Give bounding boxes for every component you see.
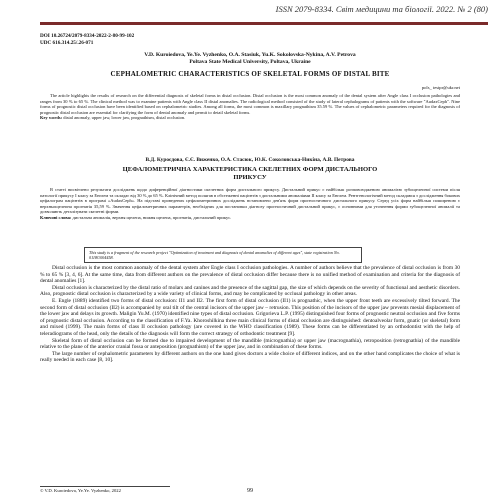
authors-en: V.D. Kuroiedova, Ye.Ye. Vyzhenko, O.A. Stasiuk, Yu.K. Sokolovska-Nykina, A.V. Petrova — [144, 52, 356, 58]
keywords-ua: дистальна аномалія, верхня щелепа, нижня щелепа, прогнатія, дистальний прикус. — [71, 214, 232, 220]
body-paragraph: The large number of cephalometric parameters by different authors on the one hand gives doctors a wide choice of different indices, and on the other hand complicates the choice of what is really needed in each case [8, 10]. — [40, 350, 460, 364]
abstract-en-text: The article highlights the results of research on the differential diagnosis of skeletal forms in distal occlusion. Distal occlusion is the most common anomaly of the dental system after Angle class I occlusion pathologies and ranges from 30 % to 65 %. The clinical method was to examine patients with Angle class II distal anomalies. The radiological method consisted of the study of lateral cephalograms of patients with the software "AudaxCeph". Nine forms of prognostic distal occlusion have been identified based on cephalometric studies. Among all forms, the most common is maxillary prognathism 35.59 %. The values of cephalometric parameters required for the diagnosis of prognostic distal occlusion are essential for clarifying the form of dental anomaly and permit to detail skeletal forms. — [40, 93, 460, 115]
affiliation-en: Poltava State Medical University, Poltava, Ukraine — [189, 59, 311, 65]
udc: UDC 616.314.25/.26-071 — [40, 40, 94, 46]
title-en: CEPHALOMETRIC CHARACTERISTICS OF SKELETAL FORMS OF DISTAL BITE — [110, 70, 390, 78]
keywords-en-label: Key words: — [40, 115, 63, 121]
body-paragraph: Skeletal form of distal occlusion can be formed due to impaired development of the mandible (micrognathia) or upper jaw (macrognathia), retroposition (retrognathia) of the mandible relative to the plane of the anterior cranial fossa or anteposition (prognathism) of the upper jaw, and in combination of these forms. — [40, 337, 460, 351]
copyright: © V.D. Kuroiedova, Ye.Ye. Vyzhenko, 2022 — [40, 488, 121, 493]
research-note-box: This study is a fragment of the research project "Optimization of treatment and diagnosis of dental anomalies of different ages", state registration No. 0118U004458. — [84, 247, 362, 263]
title-ua: ЦЕФАЛОМЕТРИЧНА ХАРАКТЕРИСТИКА СКЕЛЕТНИХ ФОРМ ДИСТАЛЬНОГО ПРИКУСУ — [122, 166, 378, 181]
email: pols_ testpr@ukr.net — [421, 85, 460, 90]
article-body — [40, 265, 460, 364]
doi: DOI 10.26724/2079-8334-2022-2-80-99-102 — [40, 33, 135, 39]
authors-ua: В.Д. Куроєдова, Є.Є. Виженко, О.А. Стасюк, Ю.К. Соколовська-Никіна, А.В. Петрова — [145, 157, 355, 163]
body-paragraph: E. Engle (1889) identified two forms of distal occlusion: II1 and II2. The first form of distal occlusion (II1) is prognathic, when the upper front teeth are excessively tilted forward. The second form of distal occlusion (II2) is accompanied by oral tilt of the central incisors of the upper jaw – retrusion. This position of the incisors of the upper jaw prevents mesial displacement of the lower jaw and delays its growth. Maligin Yu.M. (1970) identified nine types of distal occlusion. Grigorieva L.P. (1995) distinguished four forms of prognostic neutral occlusion and five forms of prognostic distal occlusion. According to the classification of F.Ya. Khoroshilkina three main clinical forms of distal occlusion are distinguished: dentoalveolar form, gnatic (or skeletal) form and mixed (1999). The main forms of class II occlusion pathology (are covered in the WHO classification (1989). These forms can be differentiated by an orthodontist with the help of teleradiograms of the head, only the details of the diagnosis will form the correct strategy of orthodontic treatment [9]. — [40, 297, 460, 337]
body-paragraph: Distal occlusion is the most common anomaly of the dental system after Engle class I occlusion pathologies. A number of authors believe that the prevalence of distal occlusion is from 30 % to 65 % [3, 4, 6]. At the same time, data from different authors on the prevalence of distal occlusion differ because there is no unified method of examination and criteria for the diagnosis of dental anomalies [1]. — [40, 265, 460, 285]
abstract-en — [40, 93, 460, 121]
abstract-ua-text: В статті висвітлено результати досліджень щодо диференційної діагностики скелетних форм дистального прикусу. Дистальний прикус є найбільш розповсюдженою аномалією зубощелепної системи після патології прикусу І класу за Енглем та складає від 30 % до 65 %. Клінічний метод полягав в обстеженні пацієнтів з дистальними аномаліями ІІ класу за Енглем. Рентгенологічний метод складався з дослідження бокових цефалограм пацієнтів в програмі «AudaxCeph». На підставі проведених цефалометричних досліджень встановлено дев'ять форм прогностичного дистального прикусу. Серед усіх форм найбільш поширеною є верхньощелепна прогнатія 35,59 %. Значення цефалометричних параметрів, необхідних для постановки діагнозу прогностичний дистальний прикус, є основними для уточнення форми зубощелепної аномалії та дозволяють деталізувати скелетні форми. — [40, 187, 460, 214]
body-paragraph: Distal occlusion is characterized by the distal ratio of molars and canines and the presence of the sagittal gap, the size of which depends on the severity of functional and aesthetic disorders. Also, prognostic distal occlusion is characterized by a wide variety of clinical forms, and may be complicated by occlusal pathology in other areas. — [40, 284, 460, 298]
keywords-ua-label: Ключові слова: — [40, 214, 72, 220]
keywords-en: distal anomaly, upper jaw, lower jaw, prognathism, distal occlusion. — [62, 115, 186, 121]
abstract-ua — [40, 187, 460, 220]
page-number: 99 — [247, 488, 253, 494]
journal-header — [0, 0, 500, 27]
footer-rule — [40, 486, 170, 487]
journal-title: ISSN 2079-8334. Світ медицини та біології. 2022. № 2 (80) — [275, 4, 488, 14]
header-rule — [40, 22, 488, 25]
